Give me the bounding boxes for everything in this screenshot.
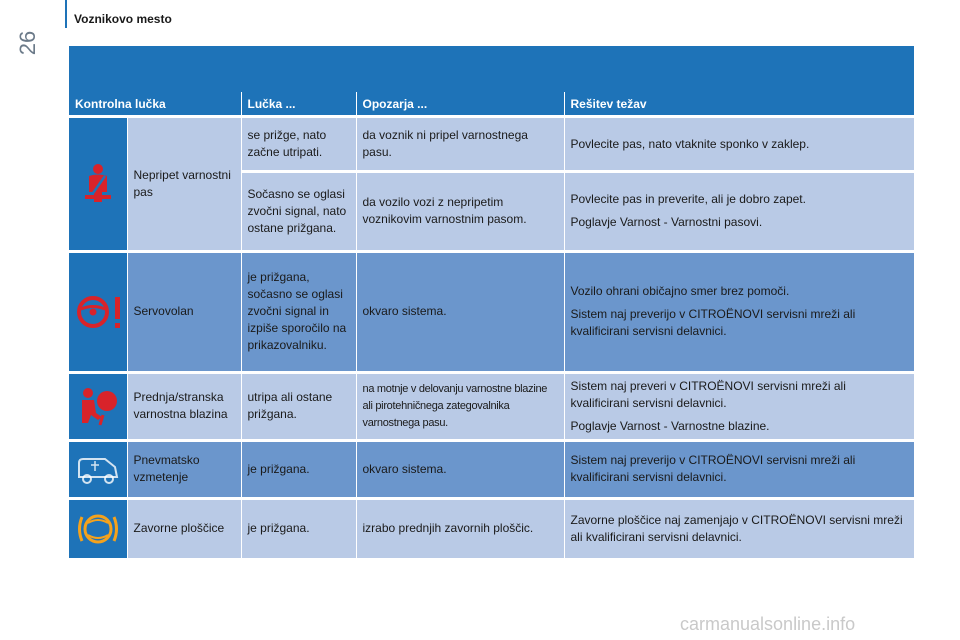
watermark: carmanualsonline.info — [680, 614, 856, 634]
header-warning-light: Kontrolna lučka — [69, 92, 241, 117]
warning-name: Prednja/stranska varnostna blazina — [127, 374, 241, 439]
header-alerts: Opozarja ... — [356, 92, 564, 117]
warning-name: Zavorne ploščice — [127, 500, 241, 558]
alert-cause: okvaro sistema. — [356, 442, 564, 497]
brake-pads-icon — [69, 500, 127, 558]
light-state: je prižgana, sočasno se oglasi zvočni signal in izpiše sporočilo na prikazovalniku. — [241, 253, 356, 371]
airbag-icon — [69, 374, 127, 439]
warning-name: Pnevmatsko vzmetenje — [127, 442, 241, 497]
solution-text: Povlecite pas, nato vtaknite sponko v zaklep. — [564, 117, 914, 172]
light-state: je prižgana. — [241, 442, 356, 497]
light-state: se prižge, nato začne utripati. — [241, 117, 356, 172]
header-light: Lučka ... — [241, 92, 356, 117]
warning-name: Nepripet varnostni pas — [127, 117, 241, 250]
alert-cause: na motnje v delovanju varnostne blazine ali pirotehničnega zategovalnika varnostnega pasu. — [356, 374, 564, 439]
alert-cause: okvaro sistema. — [356, 253, 564, 371]
alert-cause: izrabo prednjih zavornih ploščic. — [356, 500, 564, 558]
table-banner — [69, 46, 914, 92]
table-row — [69, 253, 914, 371]
section-title: Voznikovo mesto — [74, 12, 172, 26]
table-header-row — [69, 92, 914, 117]
solution-text: Vozilo ohrani običajno smer brez pomoči. Sistem naj preverijo v CITROËNOVI servisni mreži ali kvalificirani servisni delavnici. — [564, 253, 914, 371]
page-number: 26 — [15, 30, 40, 56]
table-row — [69, 442, 914, 497]
seatbelt-icon — [69, 117, 127, 250]
power-steering-icon — [69, 253, 127, 371]
alert-cause: da voznik ni pripel varnostnega pasu. — [356, 117, 564, 172]
solution-text: Sistem naj preveri v CITROËNOVI servisni mreži ali kvalificirani servisni delavnici. Poglavje Varnost - Varnostne blazine. — [564, 374, 914, 439]
table-row — [69, 374, 914, 439]
light-state: utripa ali ostane prižgana. — [241, 374, 356, 439]
alert-cause: da vozilo vozi z nepripetim voznikovim varnostnim pasom. — [356, 172, 564, 250]
light-state: Sočasno se oglasi zvočni signal, nato ostane prižgana. — [241, 172, 356, 250]
pneumatic-suspension-icon — [69, 442, 127, 497]
solution-text: Zavorne ploščice naj zamenjajo v CITROËNOVI servisni mreži ali kvalificirani servisni delavnici. — [564, 500, 914, 558]
margin-line — [65, 0, 67, 28]
light-state: je prižgana. — [241, 500, 356, 558]
solution-text: Povlecite pas in preverite, ali je dobro zapet. Poglavje Varnost - Varnostni pasovi. — [564, 172, 914, 250]
table-row — [69, 500, 914, 558]
warning-lights-table — [69, 92, 915, 558]
header-solution: Rešitev težav — [564, 92, 914, 117]
table-row — [69, 117, 914, 172]
warning-name: Servovolan — [127, 253, 241, 371]
solution-text: Sistem naj preverijo v CITROËNOVI servisni mreži ali kvalificirani servisni delavnici. — [564, 442, 914, 497]
